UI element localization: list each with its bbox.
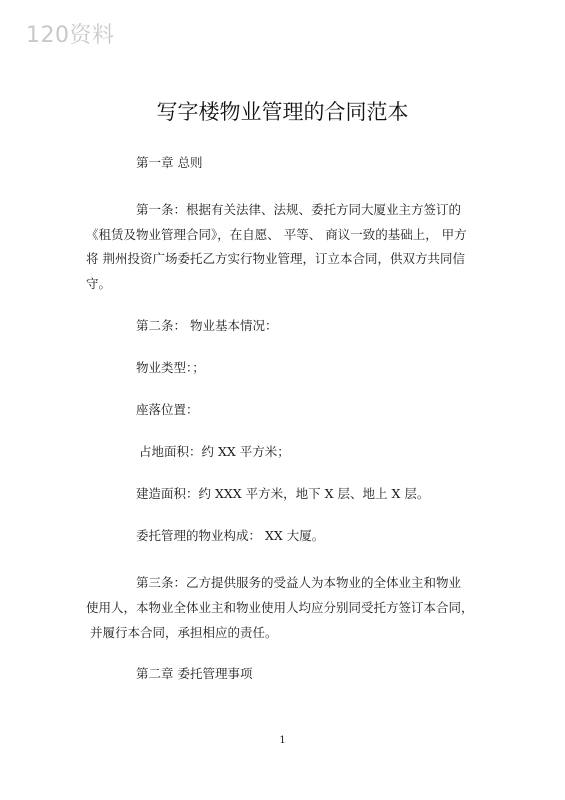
- document-title: 写字楼物业管理的合同范本: [156, 100, 409, 124]
- article-3-line-1: 第三条：乙方提供服务的受益人为本物业的全体业主和物业: [136, 575, 462, 590]
- article-1-line-1: 第一条：根据有关法律、法规、委托方同大厦业主方签订的: [136, 202, 462, 217]
- article-1-line-4: 守。: [86, 276, 112, 291]
- chapter-2-heading: 第二章 委托管理事项: [136, 666, 253, 681]
- land-area: 占地面积：约 XX 平方米；: [139, 444, 290, 459]
- article-2-heading: 第二条： 物业基本情况：: [136, 318, 278, 333]
- article-3-line-2: 使用人，本物业全体业主和物业使用人均应分别同受托方签订本合同，: [86, 600, 474, 615]
- page-number: 1: [279, 735, 286, 746]
- property-composition: 委托管理的物业构成： XX 大厦。: [136, 528, 325, 543]
- article-1-line-3: 将 荆州投资广场委托乙方实行物业管理，订立本合同，供双方共同信: [86, 251, 465, 266]
- property-type: 物业类型：；: [136, 360, 205, 375]
- article-3-line-3: 并履行本合同，承担相应的责任。: [90, 625, 278, 640]
- property-location: 座落位置：: [136, 402, 199, 417]
- chapter-1-heading: 第一章 总则: [136, 155, 203, 170]
- article-1-line-2: 《租赁及物业管理合同》，在自愿、 平等、 商议一致的基础上， 甲方: [86, 227, 467, 242]
- watermark: 120资料: [26, 23, 115, 48]
- building-area: 建造面积：约 XXX 平方米，地下 X 层、地上 X 层。: [136, 486, 430, 501]
